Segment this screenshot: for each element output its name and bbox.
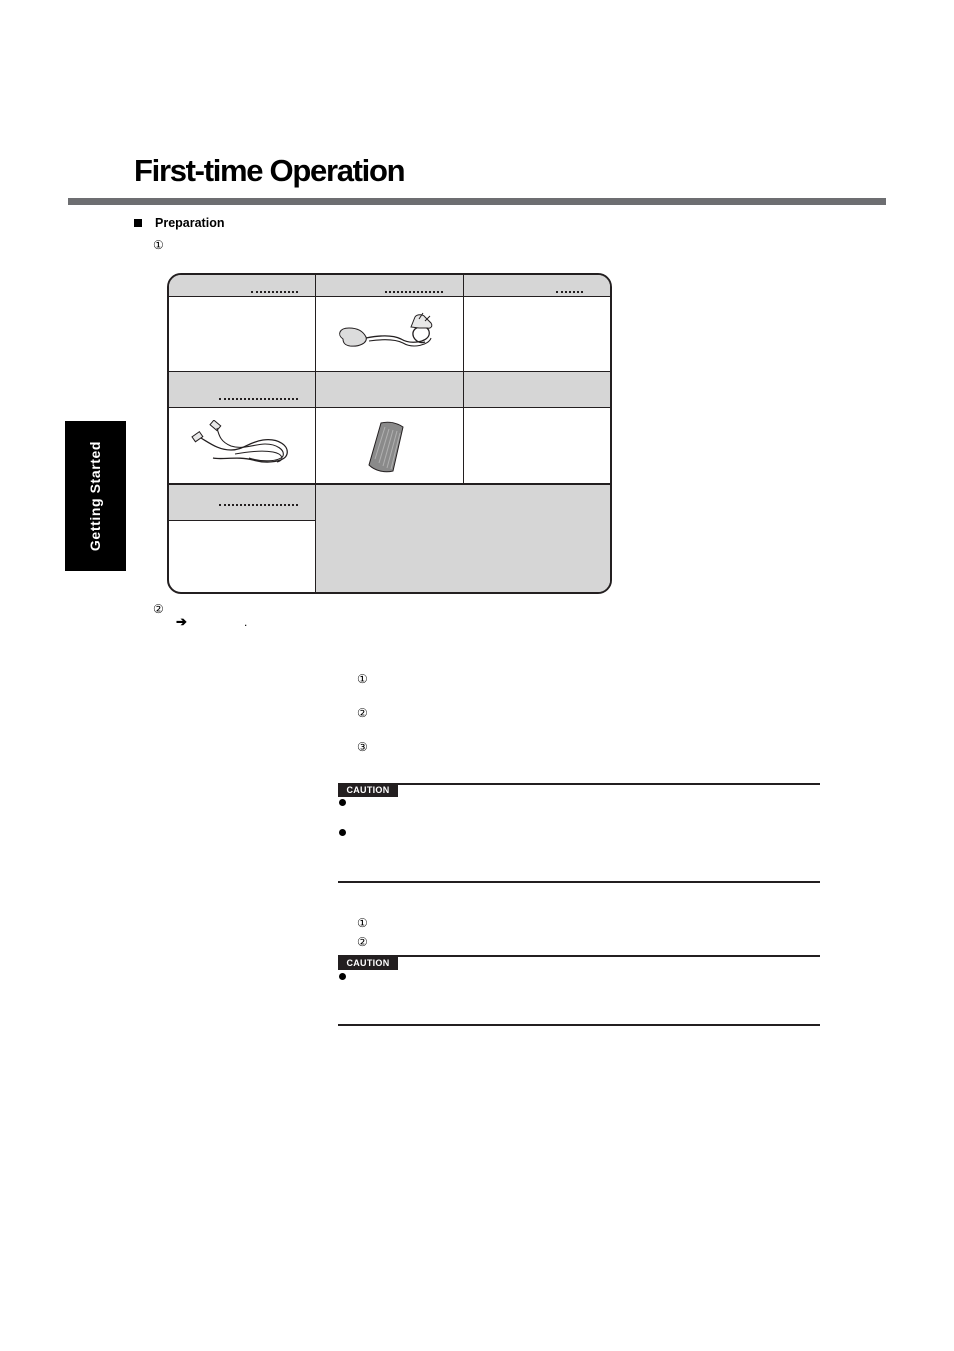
caution-badge: CAUTION — [338, 957, 398, 970]
ac-cord-icon — [335, 311, 435, 357]
table-header-row — [169, 275, 610, 297]
table-label-cell — [169, 484, 315, 521]
side-tab — [65, 421, 126, 571]
bullet-icon — [339, 973, 346, 980]
table-label-row — [169, 372, 610, 408]
prep-step-1-marker: ① — [153, 238, 164, 252]
preparation-heading-label: Preparation — [155, 216, 225, 230]
prep-step-2-marker: ② — [153, 602, 164, 616]
table-divider — [315, 275, 316, 592]
table-divider — [169, 483, 610, 485]
bullet-icon — [339, 829, 346, 836]
table-divider — [169, 520, 315, 521]
table-divider — [169, 296, 610, 297]
table-divider — [169, 371, 610, 372]
caution-rule — [338, 783, 820, 785]
caution-badge: CAUTION — [338, 784, 398, 797]
bullet-icon — [339, 799, 346, 806]
accessories-table — [167, 273, 612, 594]
dotted-leader — [385, 291, 443, 293]
dotted-leader — [219, 504, 298, 506]
arrow-right-icon: ➔ — [176, 614, 187, 629]
table-divider — [169, 407, 610, 408]
table-divider — [463, 275, 464, 484]
square-bullet-icon — [134, 219, 142, 227]
page-title: First-time Operation — [134, 153, 405, 188]
modem-cable-icon — [191, 420, 291, 466]
preparation-heading — [134, 216, 224, 230]
title-rule — [68, 198, 886, 205]
procedure-b-step-2-marker: ② — [357, 935, 368, 949]
caution-rule — [338, 955, 820, 957]
dotted-leader — [219, 398, 298, 400]
side-tab-label: Getting Started — [87, 440, 104, 552]
dotted-leader — [251, 291, 298, 293]
procedure-step-2-marker: ② — [357, 706, 368, 720]
table-notes-area — [315, 484, 610, 592]
procedure-b-step-1-marker: ① — [357, 916, 368, 930]
step-2-period: . — [244, 615, 248, 629]
procedure-step-1-marker: ① — [357, 672, 368, 686]
caution-end-rule — [338, 881, 820, 883]
caution-end-rule — [338, 1024, 820, 1026]
dotted-leader — [556, 291, 583, 293]
procedure-step-3-marker: ③ — [357, 740, 368, 754]
soft-cloth-icon — [363, 419, 409, 475]
